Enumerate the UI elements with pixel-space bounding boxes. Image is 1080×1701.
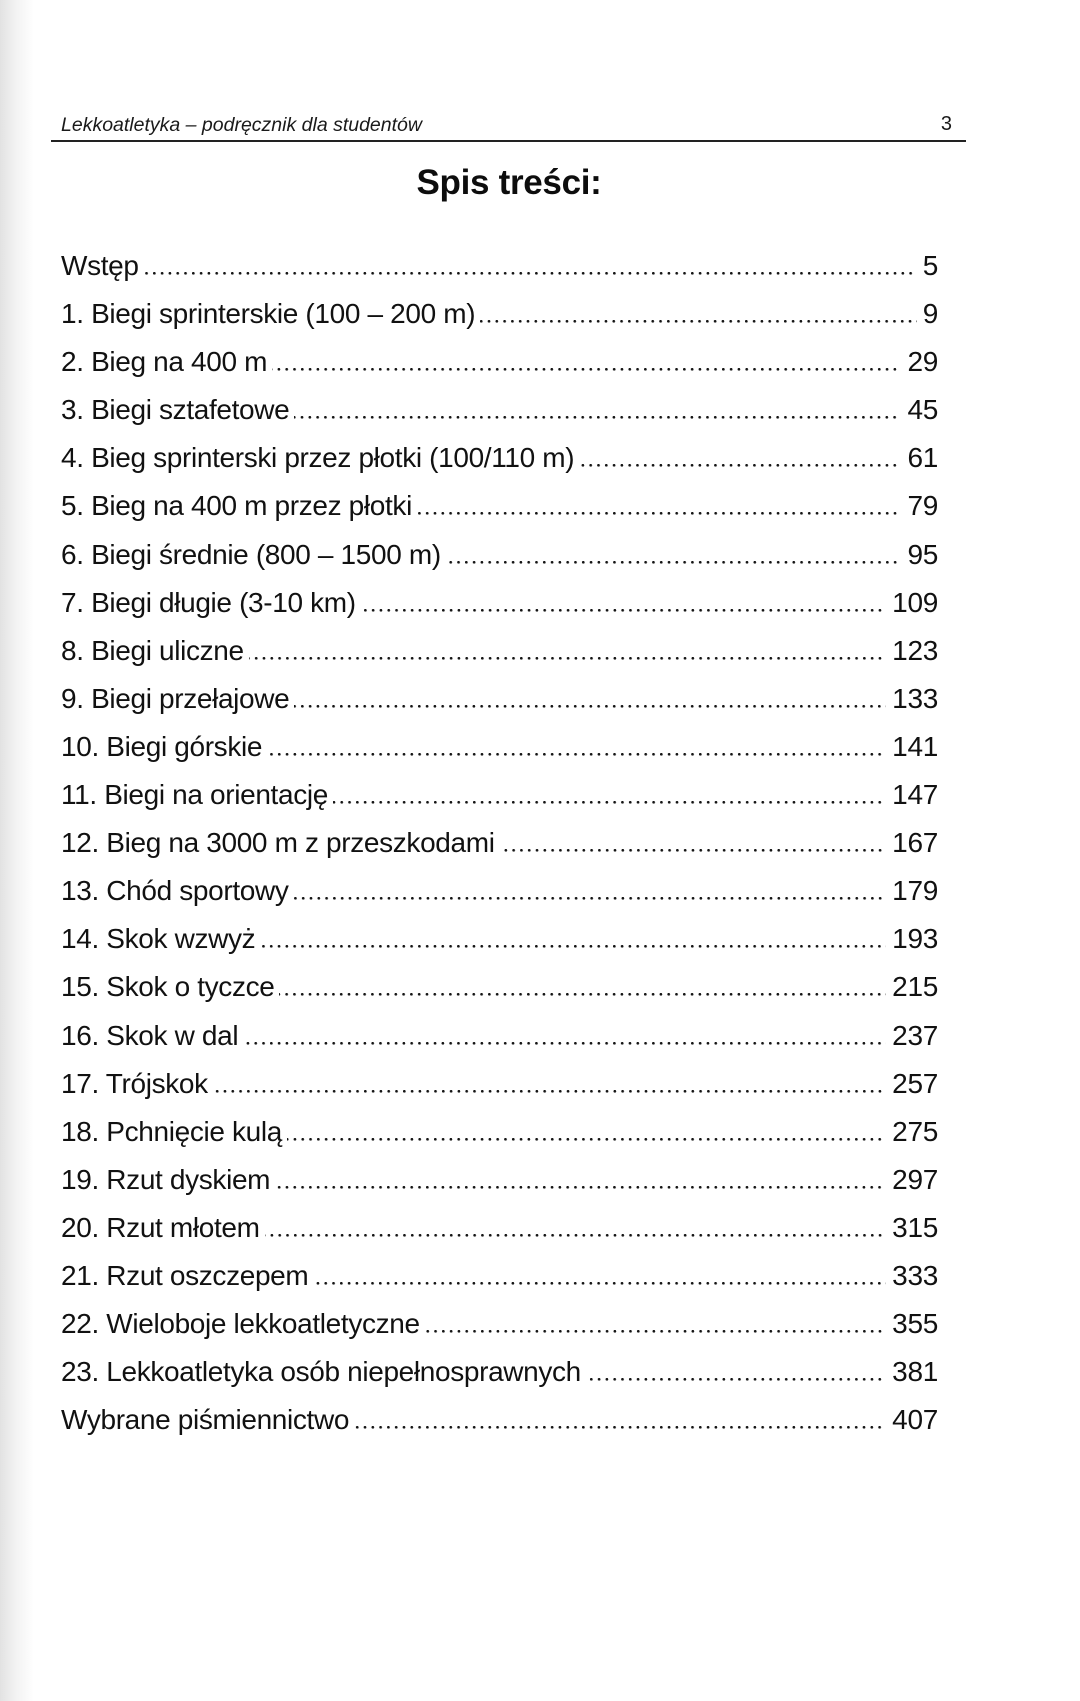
dot-leader <box>294 705 886 708</box>
toc-entry[interactable] <box>61 827 938 875</box>
dot-leader <box>272 368 901 371</box>
toc-entry-page: 275 <box>892 1115 938 1147</box>
toc-entry-label: 8. Biegi uliczne <box>61 634 244 666</box>
dot-leader <box>144 272 917 275</box>
toc-entry[interactable] <box>61 1068 938 1116</box>
dot-leader <box>265 1234 887 1237</box>
toc-entry-label: 20. Rzut młotem <box>61 1211 260 1243</box>
dot-leader <box>579 464 901 467</box>
toc-entry-label: 13. Chód sportowy <box>61 875 289 907</box>
toc-entry[interactable] <box>61 490 938 538</box>
toc-entry[interactable] <box>61 635 938 683</box>
toc-entry[interactable] <box>61 346 938 394</box>
toc-entry-label: 21. Rzut oszczepem <box>61 1259 309 1291</box>
toc-entry-page: 355 <box>892 1308 938 1340</box>
running-title: Lekkoatletyka – podręcznik dla studentów <box>61 114 422 136</box>
dot-leader <box>446 561 902 564</box>
toc-entry-label: 16. Skok w dal <box>61 1019 239 1051</box>
toc-entry-page: 123 <box>892 634 938 666</box>
toc-entry-label: 17. Trójskok <box>61 1067 208 1099</box>
toc-entry-page: 95 <box>907 538 938 570</box>
toc-entry[interactable] <box>61 1356 938 1404</box>
toc-entry[interactable] <box>61 1020 938 1068</box>
toc-entry-label: 22. Wieloboje lekkoatletyczne <box>61 1308 420 1340</box>
toc-entry-label: 19. Rzut dyskiem <box>61 1163 271 1195</box>
dot-leader <box>279 993 886 996</box>
toc-entry[interactable] <box>61 1212 938 1260</box>
toc-entry-label: 9. Biegi przełajowe <box>61 682 290 714</box>
toc-entry-page: 381 <box>892 1356 938 1388</box>
toc-entry-page: 215 <box>892 971 938 1003</box>
toc-entry[interactable] <box>61 394 938 442</box>
dot-leader <box>361 609 886 612</box>
dot-leader <box>243 1042 886 1045</box>
toc-entry-page: 407 <box>892 1404 938 1436</box>
toc-entry-label: 2. Bieg na 400 m <box>61 346 268 378</box>
dot-leader <box>249 657 886 660</box>
dot-leader <box>313 1282 886 1285</box>
toc-entry-page: 5 <box>922 250 938 281</box>
dot-leader <box>417 512 902 515</box>
toc-list <box>61 250 938 1452</box>
dot-leader <box>480 320 917 323</box>
dot-leader <box>354 1426 886 1429</box>
toc-entry-label: 5. Bieg na 400 m przez płotki <box>61 490 412 522</box>
toc-entry-label: 12. Bieg na 3000 m z przeszkodami <box>61 827 495 859</box>
toc-entry-label: 6. Biegi średnie (800 – 1500 m) <box>61 538 441 570</box>
toc-entry-page: 167 <box>892 827 938 859</box>
toc-entry-page: 133 <box>892 682 938 714</box>
toc-entry[interactable] <box>61 250 938 298</box>
toc-entry-label: 4. Bieg sprinterski przez płotki (100/110 m) <box>61 442 575 474</box>
toc-entry[interactable] <box>61 875 938 923</box>
toc-entry[interactable] <box>61 1308 938 1356</box>
dot-leader <box>294 416 901 419</box>
toc-entry[interactable] <box>61 683 938 731</box>
toc-entry-label: 23. Lekkoatletyka osób niepełnosprawnych <box>61 1356 581 1388</box>
dot-leader <box>333 801 886 804</box>
dot-leader <box>425 1330 886 1333</box>
toc-entry-label: 18. Pchnięcie kulą <box>61 1115 282 1147</box>
toc-entry-page: 179 <box>892 875 938 907</box>
toc-entry-page: 333 <box>892 1259 938 1291</box>
scan-edge-shadow <box>0 0 34 1701</box>
toc-entry[interactable] <box>61 587 938 635</box>
toc-entry-page: 141 <box>892 730 938 762</box>
dot-leader <box>586 1378 886 1381</box>
toc-entry-page: 45 <box>907 394 938 426</box>
toc-entry[interactable] <box>61 923 938 971</box>
toc-entry-label: Wybrane piśmiennictwo <box>61 1404 350 1436</box>
dot-leader <box>500 849 887 852</box>
toc-entry[interactable] <box>61 971 938 1019</box>
toc-entry-page: 29 <box>907 346 938 378</box>
toc-entry-page: 315 <box>892 1211 938 1243</box>
toc-entry-page: 297 <box>892 1163 938 1195</box>
toc-entry[interactable] <box>61 1164 938 1212</box>
toc-entry[interactable] <box>61 779 938 827</box>
toc-entry-label: 15. Skok o tyczce <box>61 971 275 1003</box>
dot-leader <box>294 897 887 900</box>
toc-entry[interactable] <box>61 539 938 587</box>
toc-entry-label: 7. Biegi długie (3-10 km) <box>61 586 356 618</box>
toc-entry-page: 79 <box>907 490 938 522</box>
toc-entry-page: 109 <box>892 586 938 618</box>
dot-leader <box>275 1186 886 1189</box>
toc-entry-label: 3. Biegi sztafetowe <box>61 394 290 426</box>
toc-entry-label: 14. Skok wzwyż <box>61 923 256 955</box>
toc-entry[interactable] <box>61 1404 938 1452</box>
toc-entry-page: 147 <box>892 779 938 811</box>
dot-leader <box>267 753 886 756</box>
toc-entry[interactable] <box>61 731 938 779</box>
dot-leader <box>213 1090 886 1093</box>
toc-entry-page: 237 <box>892 1019 938 1051</box>
toc-entry-page: 257 <box>892 1067 938 1099</box>
toc-entry-label: 11. Biegi na orientację <box>61 779 328 811</box>
toc-title: Spis treści: <box>416 163 602 202</box>
toc-entry[interactable] <box>61 442 938 490</box>
dot-leader <box>287 1138 886 1141</box>
toc-entry-label: Wstęp <box>61 250 139 281</box>
running-header <box>51 112 966 142</box>
toc-entry-label: 10. Biegi górskie <box>61 730 263 762</box>
toc-entry[interactable] <box>61 1260 938 1308</box>
toc-entry-label: 1. Biegi sprinterskie (100 – 200 m) <box>61 298 476 330</box>
page-number: 3 <box>940 113 952 135</box>
toc-entry-page: 9 <box>922 298 938 330</box>
dot-leader <box>260 945 886 948</box>
toc-entry-page: 193 <box>892 923 938 955</box>
toc-entry[interactable] <box>61 1116 938 1164</box>
toc-entry-page: 61 <box>907 442 938 474</box>
toc-entry[interactable] <box>61 298 938 346</box>
